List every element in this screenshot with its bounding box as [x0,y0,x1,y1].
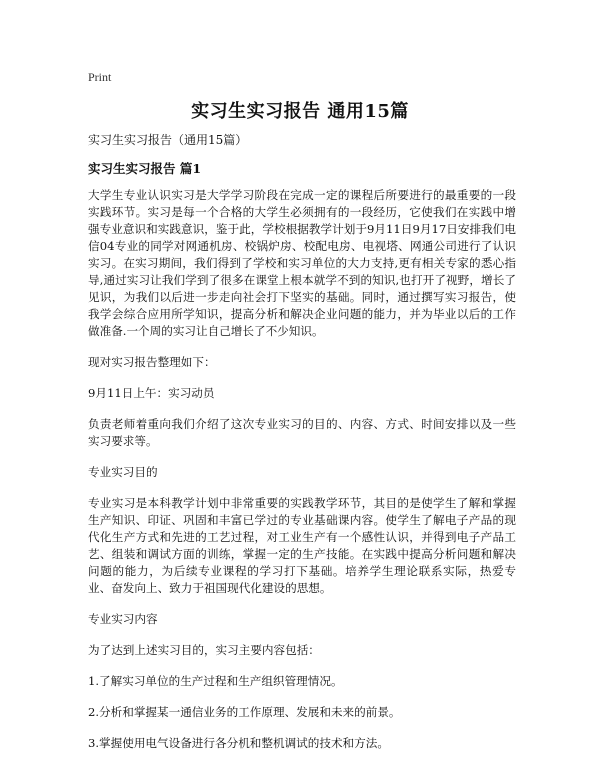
list-item: 2.分析和掌握某一通信业务的工作原理、发展和未来的前景。 [88,705,401,719]
paragraph-purpose-heading: 专业实习目的 [88,465,158,479]
section-heading: 实习生实习报告 篇1 [88,161,202,176]
print-link[interactable]: Print [88,70,112,84]
paragraph-content-heading: 专业实习内容 [88,612,158,626]
page-title: 实习生实习报告 通用15篇 [191,101,409,122]
paragraph-intro: 大学生专业认识实习是大学学习阶段在完成一定的课程后所要进行的最重要的一段实践环节。实习是每一个合格的大学生必须拥有的一段经历，它使我们在实践中增强专业意识和实践意识，鉴于此，学校根据教学计划于9月11日9月17日安排我们电信04专业的同学对网通机房、校锅炉房、校配电房、电视塔、网通公司进行了认识实习。在实习期间，我们得到了学校和实习单位的大力支持,更有相关专家的悉心指导,通过实习让我们学到了很多在课堂上根本就学不到的知识,也打开了视野，增长了见识，为我们以后进一步走向社会打下坚实的基础。同时，通过撰写实习报告，使我学会综合应用所学知识，提高分析和解决企业问题的能力，并为毕业以后的工作做准备.一个周的实习让自己增长了不少知识。 [88,188,516,338]
list-item: 3.掌握使用电气设备进行各分机和整机调试的技术和方法。 [88,736,389,750]
list-item: 1.了解实习单位的生产过程和生产组织管理情况。 [88,674,343,688]
document-body [88,187,516,766]
paragraph-date-entry: 9月11日上午：实习动员 [88,386,215,400]
paragraph-content-lead: 为了达到上述实习目的，实习主要内容包括： [88,643,320,657]
document-subtitle: 实习生实习报告（通用15篇） [88,133,248,147]
paragraph-teacher-intro: 负责老师着重向我们介绍了这次专业实习的目的、内容、方式、时间安排以及一些实习要求等。 [88,417,516,448]
paragraph-purpose: 专业实习是本科教学计划中非常重要的实践教学环节，其目的是使学生了解和掌握生产知识、印证、巩固和丰富已学过的专业基础课内容。使学生了解电子产品的现代化生产方式和先进的工艺过程，对工业生产有一个感性认识，并得到电子产品工艺、组装和调试方面的训练，掌握一定的生产技能。在实践中提高分析问题和解决问题的能力，为后续专业课程的学习打下基础。培养学生理论联系实际，热爱专业、奋发向上、致力于祖国现代化建设的思想。 [88,496,516,595]
paragraph-summary-lead: 现对实习报告整理如下： [88,355,216,369]
